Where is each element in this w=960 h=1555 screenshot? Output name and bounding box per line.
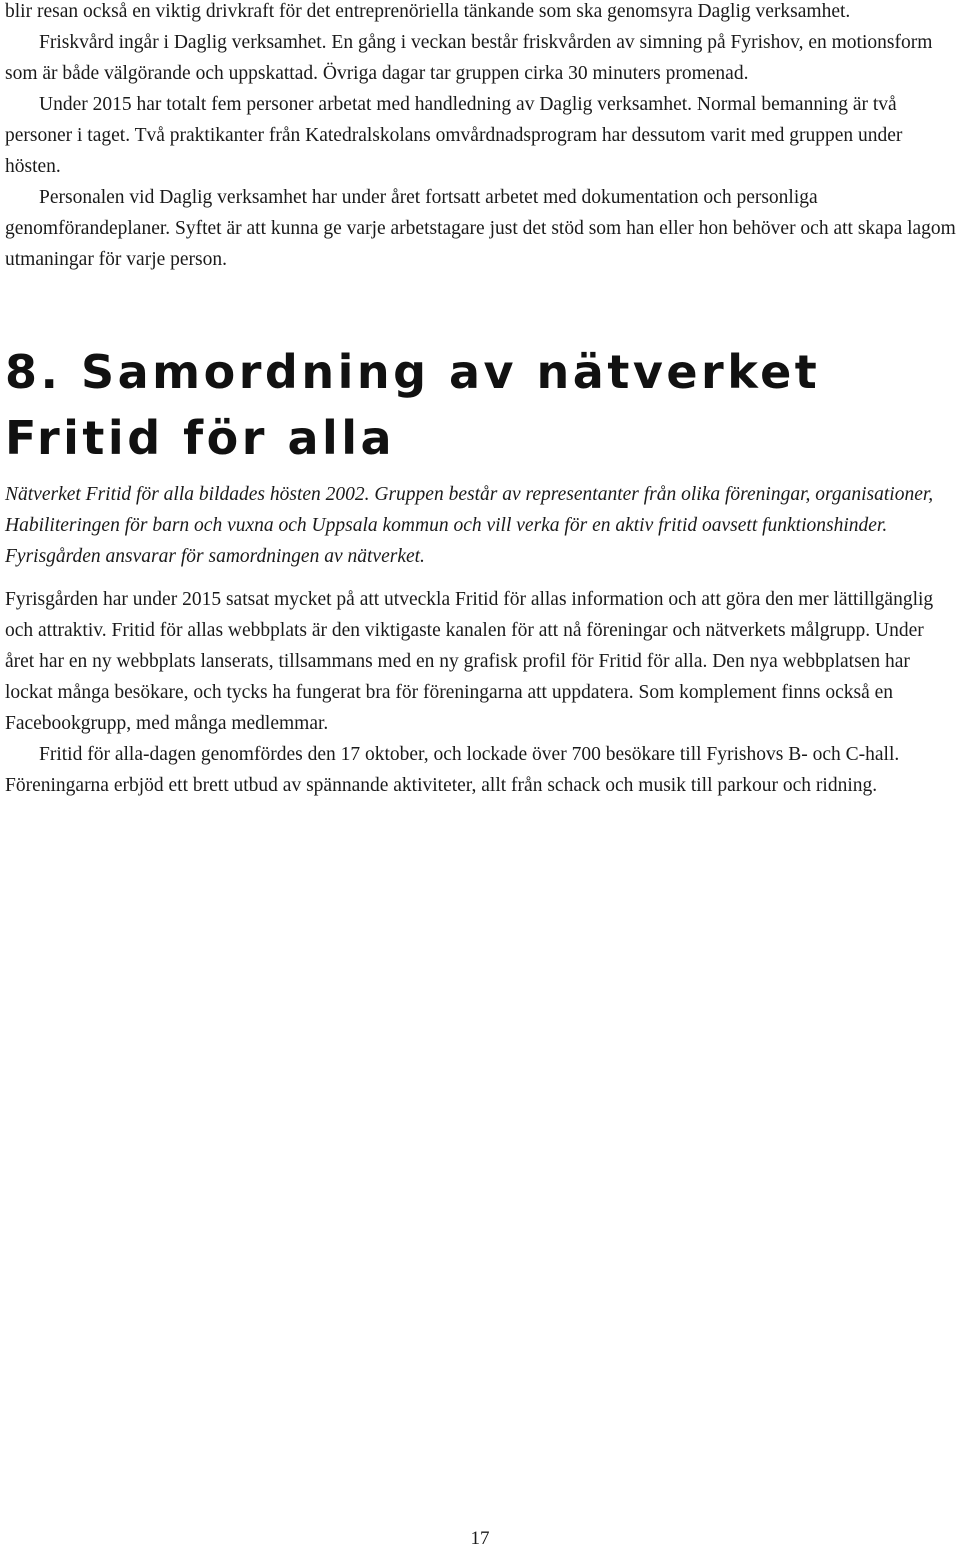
section-heading-line-2: Fritid för alla	[5, 411, 396, 465]
paragraph-bemanning: Under 2015 har totalt fem personer arbetat med handledning av Daglig verksamhet. Normal bemanning är två personer i taget. Två praktikanter från Katedralskolans omvårdnadsprogram har dessutom varit med gruppen under hösten.	[5, 94, 903, 177]
page-number: 17	[470, 1528, 490, 1549]
section-heading	[5, 339, 957, 471]
section-heading-line-1: 8. Samordning av nätverket	[5, 345, 821, 399]
paragraph-dokumentation: Personalen vid Daglig verksamhet har under året fortsatt arbetet med dokumentation och personliga genomförandeplaner. Syftet är att kunna ge varje arbetstagare just det stöd som han eller hon behöver och att skapa lagom utmaningar för varje person.	[5, 187, 956, 270]
document-page	[5, 0, 957, 801]
section-samordning	[5, 339, 957, 801]
section-ingress: Nätverket Fritid för alla bildades hösten 2002. Gruppen består av representanter från olika föreningar, organisationer, Habiliteringen för barn och vuxna och Uppsala kommun och vill verka för en aktiv fritid oavsett funktionshinder. Fyrisgården ansvarar för samordningen av nätverket.	[5, 484, 934, 567]
paragraph-webbplats: Fyrisgården har under 2015 satsat mycket på att utveckla Fritid för allas information och att göra den mer lättillgänglig och attraktiv. Fritid för allas webbplats är den viktigaste kanalen för att nå föreningar och nätverkets målgrupp. Under året har en ny webbplats lanserats, tillsammans med en ny grafisk profil för Fritid för alla. Den nya webbplatsen har lockat många besökare, och tycks ha fungerat bra för föreningarna att uppdatera. Som komplement finns också en Facebookgrupp, med många medlemmar.	[5, 589, 934, 734]
paragraph-intro-continuation: blir resan också en viktig drivkraft för det entreprenöriella tänkande som ska genomsyra Daglig verksamhet.	[5, 1, 851, 22]
paragraph-fritid-dagen: Fritid för alla-dagen genomfördes den 17 oktober, och lockade över 700 besökare till Fyrishovs B- och C-hall. Föreningarna erbjöd ett brett utbud av spännande aktiviteter, allt från schack och musik till parkour och ridning.	[5, 744, 900, 796]
paragraph-friskvard: Friskvård ingår i Daglig verksamhet. En gång i veckan består friskvården av simning på Fyrishov, en motionsform som är både välgörande och uppskattad. Övriga dagar tar gruppen cirka 30 minuters promenad.	[5, 32, 933, 84]
